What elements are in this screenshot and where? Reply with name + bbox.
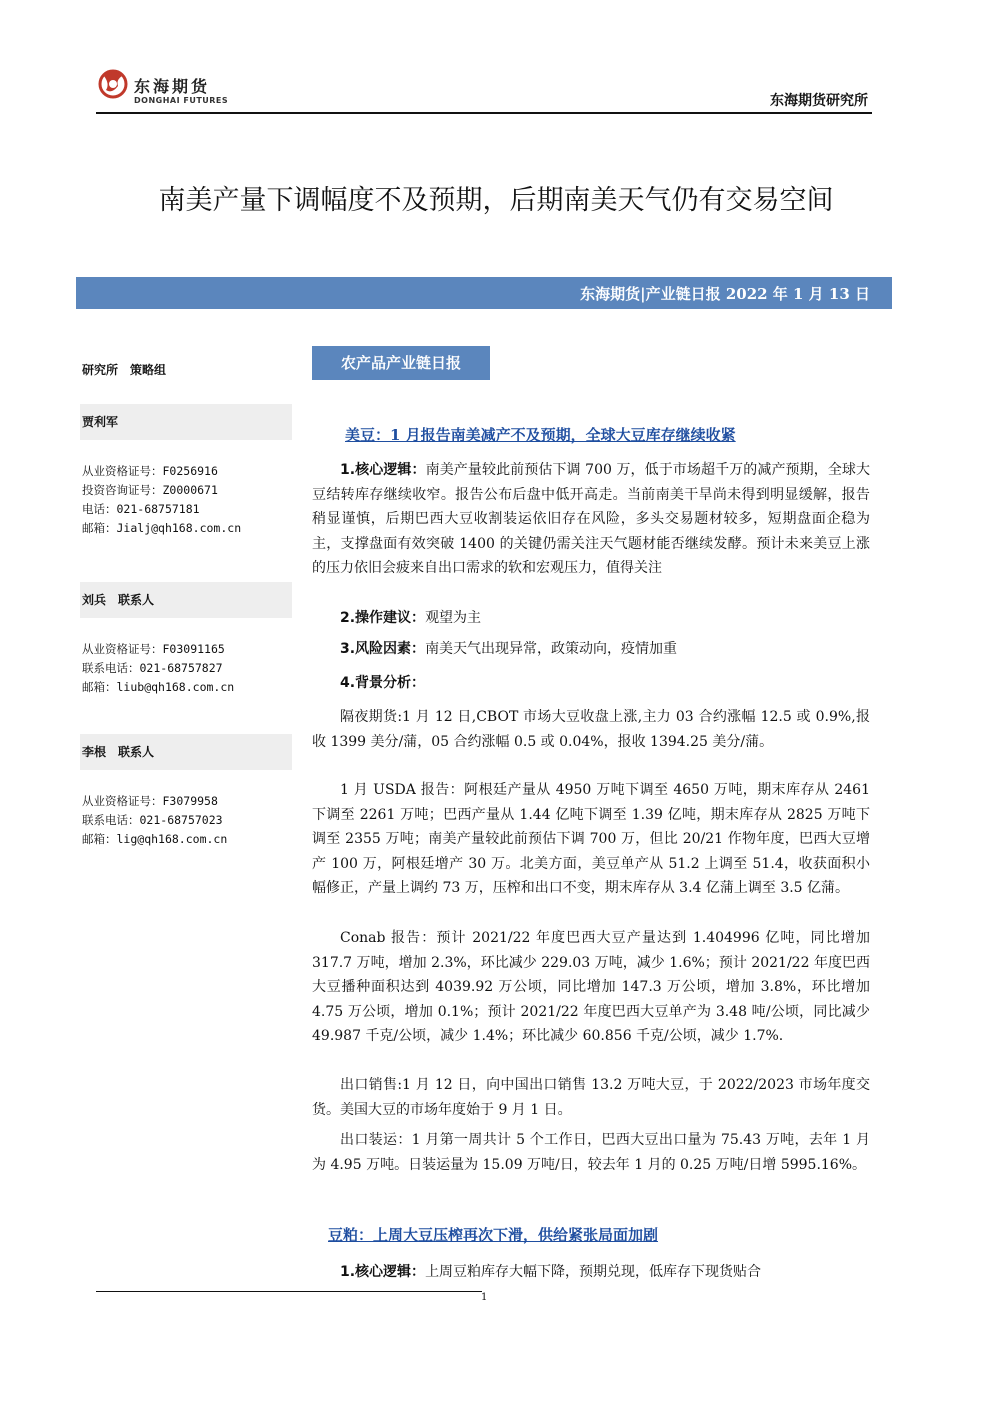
- bg-paragraph-usda: 1 月 USDA 报告：阿根廷产量从 4950 万吨下调至 4650 万吨，期末库存从 2461 下调至 2261 万吨；巴西产量从 1.44 亿吨下调至 1.39 亿吨，期末库存从 2825 万吨下调至 2355 万吨；南美产量较此前预估下调 700 万，但比 20/21 作物年度，巴西大豆增产 100 万，阿根廷增产 30 万。北美方面，美豆单产从 51.2 上调至 51.4，收获面积小幅修正，产量上调约 73 万，压榨和出口不变，期末库存从 3.4 亿蒲上调至 3.5 亿蒲。: [312, 782, 870, 896]
- page-header: [96, 60, 872, 116]
- logo-text-en: DONGHAI FUTURES: [134, 96, 229, 105]
- institute-name: 东海期货研究所: [770, 93, 868, 109]
- core-logic-text: 南美产量较此前预估下调 700 万，低于市场超千万的减产预期，全球大豆结转库存继续收窄。报告公布后盘中低开高走。当前南美干旱尚未得到明显缓解，报告稍显谨慎，后期巴西大豆收割装运依旧存在风险，多头交易题材较多，短期盘面企稳为主，支撑盘面有效突破 1400 的关键仍需关注天气题材能否继续发酵。预计未来美豆上涨的压力依旧会疲来自出口需求的软和宏观压力，值得关注: [312, 462, 871, 576]
- donghai-logo: [96, 64, 236, 110]
- core-logic-label: 1.核心逻辑：: [340, 1264, 426, 1280]
- bg-paragraph-export-sales: 出口销售:1 月 12 日，向中国出口销售 13.2 万吨大豆，于 2022/2023 市场年度交货。美国大豆的市场年度始于 9 月 1 日。: [312, 1077, 870, 1118]
- analyst-name: 贾利军: [80, 404, 292, 440]
- header-divider: [96, 112, 872, 114]
- analyst-email[interactable]: 邮箱：Jialj@qh168.com.cn: [82, 521, 242, 535]
- advice-text: 观望为主: [425, 610, 482, 626]
- soybean-risk: [312, 637, 870, 662]
- analyst-name: 刘兵 联系人: [80, 582, 292, 618]
- core-logic-label: 1.核心逻辑：: [340, 462, 426, 478]
- core-logic-text: 上周豆粕库存大幅下降，预期兑现，低库存下现货贴合: [425, 1264, 762, 1280]
- analyst-name: 李根 联系人: [80, 734, 292, 770]
- banner-text: 东海期货|产业链日报 2022 年 1 月 13 日: [580, 285, 870, 303]
- analyst-phone: 电话：021-68757181: [82, 502, 200, 516]
- bg-paragraph-conab: Conab 报告：预计 2021/22 年度巴西大豆产量达到 1.404996 亿吨，同比增加 317.7 万吨，增加 2.3%，环比减少 229.03 万吨，减少 1.6%；预计 2021/22 年度巴西大豆播种面积达到 4039.92 万公顷，同比增加 147.3 万公顷，增加 3.8%，环比增加 4.75 万公顷，增加 0.1%；预计 2021/22 年度巴西大豆单产为 3.48 吨/公顷，同比减少 49.987 千克/公顷，减少 1.4%；环比减少 60.856 千克/公顷，减少 1.7%.: [312, 930, 870, 1044]
- advice-label: 2.操作建议：: [340, 610, 426, 626]
- analyst-card: [80, 734, 292, 849]
- team-label: 研究所 策略组: [82, 363, 167, 377]
- bg-paragraph-shipments: 出口装运：1 月第一周共计 5 个工作日，巴西大豆出口量为 75.43 万吨，去年 1 月为 4.95 万吨。日装运量为 15.09 万吨/日，较去年 1 月的 0.25 万吨/日增 5995.16%。: [312, 1132, 870, 1173]
- page-number: 1: [481, 1292, 488, 1303]
- soybean-background: [312, 671, 870, 696]
- analyst-card: [80, 582, 292, 697]
- analyst-email[interactable]: 邮箱：lig@qh168.com.cn: [82, 832, 228, 846]
- risk-text: 南美天气出现异常，政策动向，疫情加重: [425, 641, 678, 657]
- soybean-core-logic: [312, 458, 870, 581]
- background-label: 4.背景分析：: [340, 675, 426, 691]
- analyst-license: 从业资格证号：F03091165: [82, 642, 225, 656]
- analyst-phone: 联系电话：021-68757827: [82, 661, 223, 675]
- analyst-license: 从业资格证号：F0256916: [82, 464, 218, 478]
- analyst-advisory-license: 投资咨询证号：Z0000671: [82, 483, 218, 497]
- meal-core-logic: [312, 1260, 872, 1285]
- section-tag: 农产品产业链日报: [312, 346, 490, 380]
- analyst-license: 从业资格证号：F3079958: [82, 794, 218, 808]
- report-title: 南美产量下调幅度不及预期，后期南美天气仍有交易空间: [158, 185, 834, 216]
- team-block: [80, 352, 292, 388]
- risk-label: 3.风险因素：: [340, 641, 426, 657]
- analyst-email[interactable]: 邮箱：liub@qh168.com.cn: [82, 680, 235, 694]
- dragon-logo-icon: [96, 64, 130, 104]
- meal-heading: 豆粕：上周大豆压榨再次下滑，供给紧张局面加剧: [328, 1226, 659, 1244]
- logo-text-cn: 东海期货: [134, 77, 211, 96]
- soybean-heading: 美豆：1 月报告南美减产不及预期，全球大豆库存继续收紧: [345, 426, 736, 444]
- analyst-card: [80, 404, 292, 538]
- analyst-phone: 联系电话：021-68757023: [82, 813, 223, 827]
- soybean-advice: [312, 606, 870, 631]
- footer-divider: [96, 1291, 482, 1292]
- report-banner: [76, 277, 892, 309]
- bg-paragraph-futures: 隔夜期货:1 月 12 日,CBOT 市场大豆收盘上涨,主力 03 合约涨幅 12.5 或 0.9%,报收 1399 美分/蒲，05 合约涨幅 0.5 或 0.04%，报收 1394.25 美分/蒲。: [312, 709, 870, 750]
